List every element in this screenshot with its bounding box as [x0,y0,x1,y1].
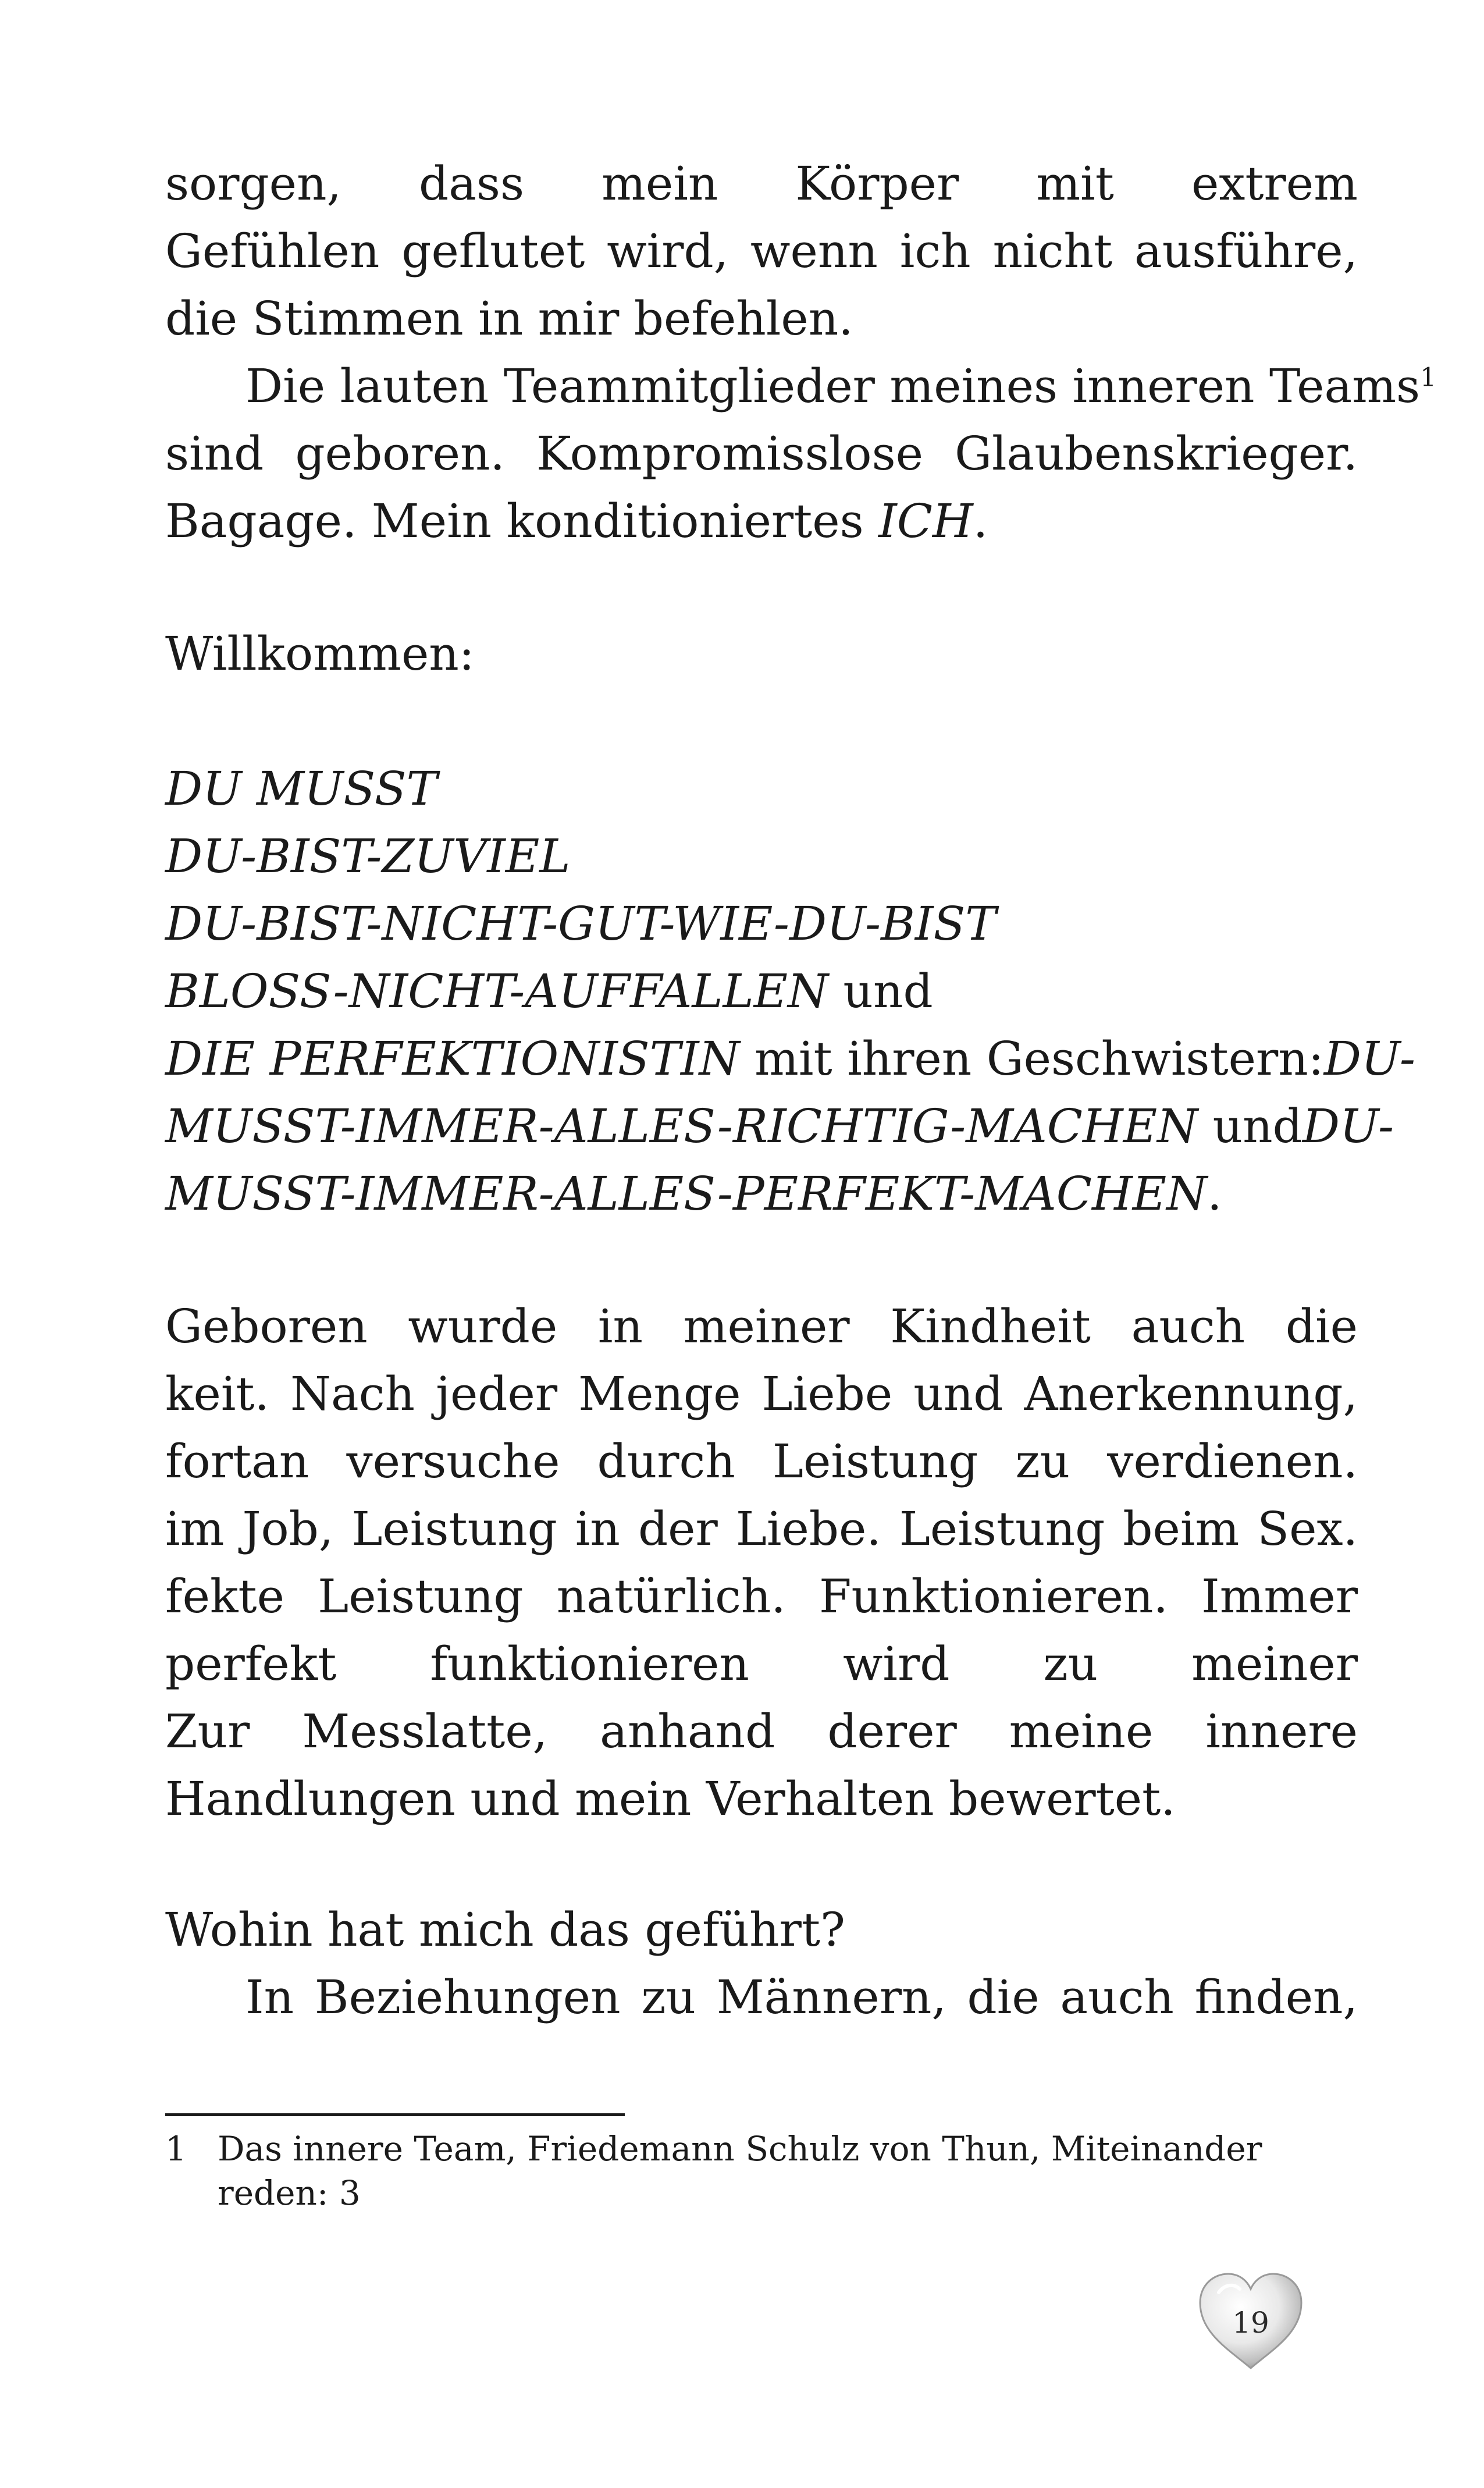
text-line: Gefühlen geflutet wird, wenn ich nicht ausführe, [165,224,1358,278]
footnote-text [218,2127,1358,2215]
team-member-name: DIE PERFEKTIONISTIN [165,1032,740,1086]
text-line: keit. Nach jeder Menge Liebe und Anerkennung, [165,1367,1358,1421]
text-span [165,1093,1302,1160]
paragraph [165,1896,1358,2031]
text-line: im Job, Leistung in der Liebe. Leistung beim Sex. [165,1502,1358,1556]
text-line: sorgen, dass mein Körper mit extrem [165,157,1358,211]
footnote-number: 1 [165,2129,187,2169]
team-member-name: DU MUSST [165,762,437,816]
text-line: Geboren wurde in meiner Kindheit auch die [165,1299,1358,1353]
text-line [165,488,1358,555]
text-span: und [1198,1099,1302,1153]
footnote-reference: 1 [1420,362,1437,393]
text-span: Die lauten Teammitglieder meines inneren Teams [245,359,1421,413]
page-number: 19 [1232,2306,1269,2340]
team-member-name: DU-BIST-NICHT-GUT-WIE-DU-BIST [165,897,997,951]
text-line: sind geboren. Kompromisslose Glaubenskrieger. [165,426,1358,481]
text-line [165,353,1437,420]
text-line: Zur Messlatte, anhand derer meine innere [165,1704,1358,1758]
team-member-name: DU- [1323,1032,1415,1086]
text-line [165,1025,1415,1093]
footnote-divider [165,2113,625,2116]
text-line: Handlungen und mein Verhalten bewertet. [165,1772,1176,1826]
paragraph [165,1293,1358,1833]
team-member-name: BLOSS-NICHT-AUFFALLEN [165,964,828,1018]
text-line: Willkommen: [165,627,475,681]
team-member-name: DU- [1302,1099,1394,1153]
text-line: die Stimmen in mir befehlen. [165,292,853,346]
team-member-name: MUSST-IMMER-ALLES-RICHTIG-MACHEN [165,1099,1198,1153]
text-line [165,1160,1358,1228]
text-line: Wohin hat mich das geführt? [165,1903,845,1957]
text-span: Bagage. Mein konditioniertes [165,494,879,548]
inner-team-list [165,755,1415,1228]
welcome-line [165,620,1358,688]
text-line: fekte Leistung natürlich. Funktionieren. Immer [165,1569,1358,1623]
text-span: mit ihren Geschwistern: [739,1032,1324,1086]
emphasis-text: ICH [878,494,973,548]
text-span: und [828,964,933,1018]
text-span: . [973,494,988,548]
text-line: In Beziehungen zu Männern, die auch finden, [245,1970,1358,2024]
text-line: fortan versuche durch Leistung zu verdienen. [165,1434,1358,1488]
footnote-line: Das innere Team, Friedemann Schulz von Thun, Miteinander [218,2129,1262,2169]
team-member-name: DU-BIST-ZUVIEL [165,829,571,883]
text-line [165,958,1358,1025]
team-member-name: MUSST-IMMER-ALLES-PERFEKT-MACHEN [165,1167,1208,1221]
footnote-line: reden: 3 [218,2173,361,2213]
text-line: perfekt funktionieren wird zu meiner [165,1637,1358,1691]
text-span: . [1207,1167,1222,1221]
body-text [165,150,1437,555]
text-line [165,1093,1394,1160]
text-span [165,1025,1324,1093]
